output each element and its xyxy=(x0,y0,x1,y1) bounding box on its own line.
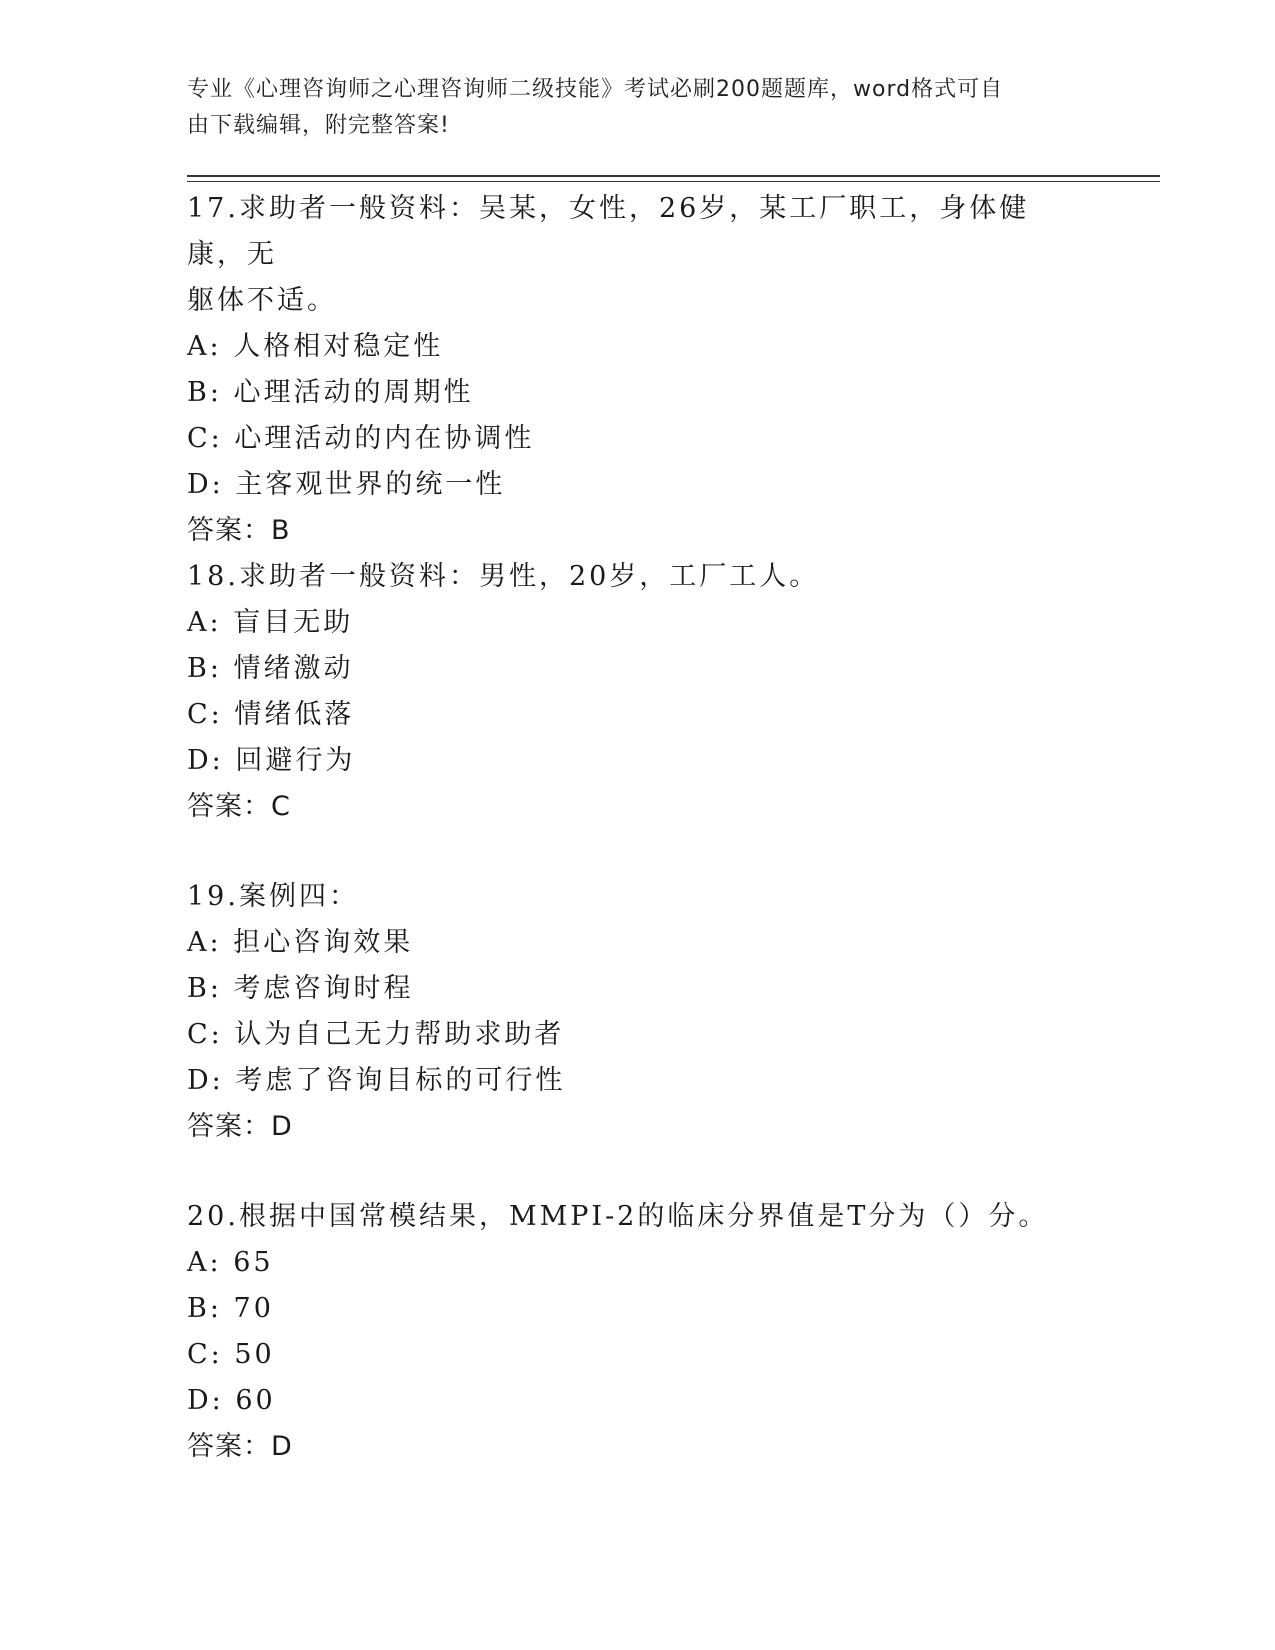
question-stem: 20.根据中国常模结果，MMPI-2的临床分界值是T分为（）分。 xyxy=(187,1201,1049,1232)
option-label: B: xyxy=(187,377,222,408)
option-label: A: xyxy=(187,1247,222,1278)
option-d xyxy=(187,462,1087,508)
option-text: 情绪低落 xyxy=(234,699,355,730)
option-label: C: xyxy=(187,423,223,454)
option-b xyxy=(187,370,1087,416)
question-20 xyxy=(187,1194,1087,1470)
option-label: A: xyxy=(187,607,222,638)
option-text: 认为自己无力帮助求助者 xyxy=(234,1019,565,1050)
document-header xyxy=(187,72,1087,144)
option-text: 情绪激动 xyxy=(233,653,354,684)
answer-line: 答案：B xyxy=(187,515,291,546)
option-d xyxy=(187,738,1087,784)
option-text: 50 xyxy=(234,1339,275,1370)
option-text: 60 xyxy=(235,1385,276,1416)
option-label: B: xyxy=(187,973,222,1004)
option-d xyxy=(187,1058,1087,1104)
option-c xyxy=(187,1012,1087,1058)
question-17 xyxy=(187,186,1087,554)
question-stem: 17.求助者一般资料：吴某，女性，26岁，某工厂职工，身体健康，无 xyxy=(187,193,1030,270)
option-label: B: xyxy=(187,653,222,684)
header-line-2: 由下载编辑，附完整答案! xyxy=(187,113,450,138)
option-b xyxy=(187,1286,1087,1332)
option-b xyxy=(187,646,1087,692)
header-divider-thick xyxy=(187,175,1160,177)
option-text: 盲目无助 xyxy=(233,607,354,638)
question-stem: 19.案例四： xyxy=(187,881,359,912)
option-text: 心理活动的周期性 xyxy=(233,377,474,408)
option-label: D: xyxy=(187,1385,224,1416)
header-divider-thin xyxy=(187,181,1160,182)
question-18 xyxy=(187,554,1087,830)
option-label: C: xyxy=(187,699,223,730)
option-text: 70 xyxy=(233,1293,274,1324)
option-b xyxy=(187,966,1087,1012)
option-text: 人格相对稳定性 xyxy=(233,331,444,362)
answer-line: 答案：D xyxy=(187,1431,293,1462)
option-label: D: xyxy=(187,745,224,776)
option-a xyxy=(187,1240,1087,1286)
option-text: 主客观世界的统一性 xyxy=(235,469,506,500)
option-a xyxy=(187,324,1087,370)
option-c xyxy=(187,416,1087,462)
option-label: C: xyxy=(187,1019,223,1050)
option-c xyxy=(187,1332,1087,1378)
option-text: 65 xyxy=(233,1247,274,1278)
question-19 xyxy=(187,874,1087,1150)
option-text: 考虑咨询时程 xyxy=(233,973,414,1004)
option-label: A: xyxy=(187,331,222,362)
option-label: D: xyxy=(187,469,224,500)
option-a xyxy=(187,600,1087,646)
option-text: 心理活动的内在协调性 xyxy=(234,423,535,454)
option-label: A: xyxy=(187,927,222,958)
option-label: C: xyxy=(187,1339,223,1370)
option-c xyxy=(187,692,1087,738)
option-text: 回避行为 xyxy=(235,745,356,776)
answer-line: 答案：C xyxy=(187,791,291,822)
option-d xyxy=(187,1378,1087,1424)
question-stem-continued: 躯体不适。 xyxy=(187,285,337,316)
option-a xyxy=(187,920,1087,966)
option-text: 考虑了咨询目标的可行性 xyxy=(235,1065,566,1096)
option-label: B: xyxy=(187,1293,222,1324)
question-stem: 18.求助者一般资料：男性，20岁，工厂工人。 xyxy=(187,561,820,592)
header-line-1: 专业《心理咨询师之心理咨询师二级技能》考试必刷200题题库，word格式可自 xyxy=(187,77,1004,102)
option-label: D: xyxy=(187,1065,224,1096)
option-text: 担心咨询效果 xyxy=(233,927,414,958)
answer-line: 答案：D xyxy=(187,1111,293,1142)
